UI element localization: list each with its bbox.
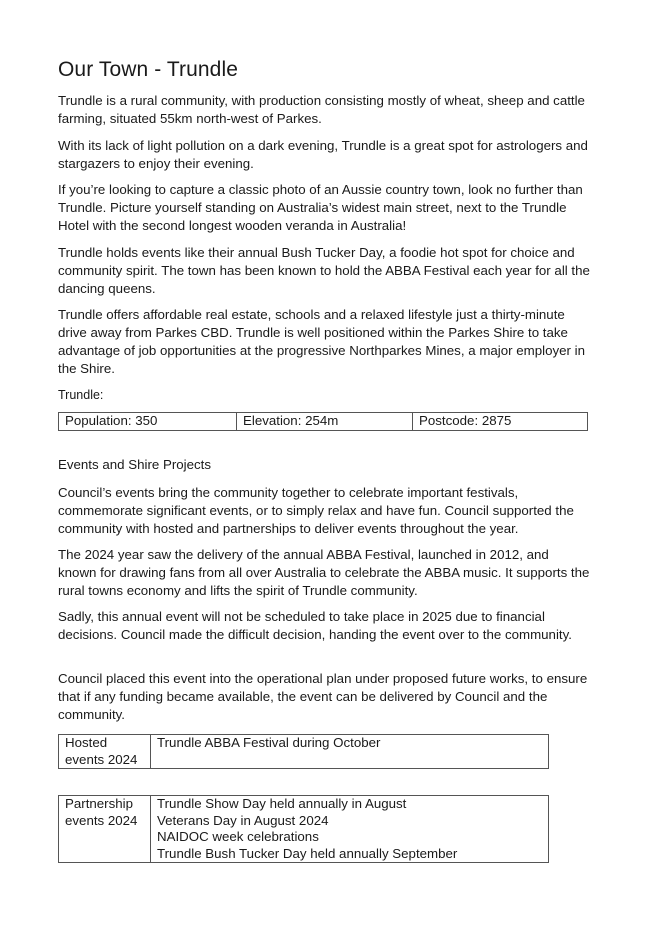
events-paragraph-1: Council’s events bring the community together to celebrate important festivals, commemorate significant events, or to simply relax and have fun. Council supported the community with hosted and partnerships to deliver events throughout the year. [58,485,574,536]
intro-paragraph-1: Trundle is a rural community, with production consisting mostly of wheat, sheep and cattle farming, situated 55km north-west of Parkes. [58,93,585,126]
postcode-cell: Postcode: 2875 [413,413,588,431]
intro-paragraph-2: With its lack of light pollution on a dark evening, Trundle is a great spot for astrologers and stargazers to enjoy their evening. [58,138,588,171]
intro-paragraph-3: If you’re looking to capture a classic photo of an Aussie country town, look no further than Trundle. Picture yourself standing on Australia’s widest main street, next to the Trundle Hotel with the second longest wooden veranda in Australia! [58,182,583,233]
hosted-events-label: Hosted events 2024 [59,735,151,769]
list-item: Veterans Day in August 2024 [157,812,329,828]
hosted-events-list [151,735,549,769]
events-heading: Events and Shire Projects [58,457,211,472]
page-title: Our Town - Trundle [58,58,238,81]
hosted-events-table [58,734,549,769]
town-facts-table [58,412,588,431]
table-row [59,413,588,431]
elevation-cell: Elevation: 254m [237,413,413,431]
list-item: Trundle Bush Tucker Day held annually September [157,845,458,861]
list-item: Trundle ABBA Festival during October [157,735,381,750]
population-cell: Population: 350 [59,413,237,431]
facts-label: Trundle: [58,388,104,402]
events-paragraph-4: Council placed this event into the operational plan under proposed future works, to ensure that if any funding became available, the event can be delivered by Council and the community. [58,671,588,722]
events-paragraph-2: The 2024 year saw the delivery of the annual ABBA Festival, launched in 2012, and known for drawing fans from all over Australia to celebrate the ABBA music. It supports the rural towns economy and lifts the spirit of Trundle community. [58,547,590,598]
partnership-events-list [151,796,549,863]
partnership-events-label: Partnership events 2024 [59,796,151,863]
intro-paragraph-5: Trundle offers affordable real estate, schools and a relaxed lifestyle just a thirty-minute drive away from Parkes CBD. Trundle is well positioned within the Parkes Shire to take advantage of job opportunities at the progressive Northparkes Mines, a major employer in the Shire. [58,307,585,376]
intro-paragraph-4: Trundle holds events like their annual Bush Tucker Day, a foodie hot spot for choice and community spirit. The town has been known to hold the ABBA Festival each year for all the dancing queens. [58,245,590,296]
table-row [59,735,549,769]
partnership-events-table [58,795,549,863]
list-item: NAIDOC week celebrations [157,829,319,844]
table-row [59,796,549,863]
list-item: Trundle Show Day held annually in August [157,796,407,811]
events-paragraph-3: Sadly, this annual event will not be scheduled to take place in 2025 due to financial decisions. Council made the difficult decision, handing the event over to the community. [58,609,572,642]
